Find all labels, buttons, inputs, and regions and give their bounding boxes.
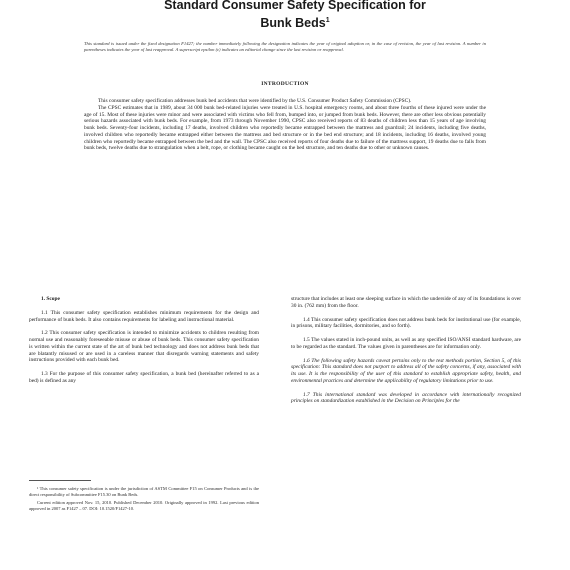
designation-note: This standard is issued under the fixed designation F1427; the number immediately following the designation indicates the year of original adoption or, in the case of revision, the year of last revision. A number in parentheses indicates the year of last reapproval. A superscript epsilon (ε) indicates an editorial change since the last revision or reapproval. <box>84 41 486 52</box>
section-heading-scope: 1. Scope <box>41 296 60 302</box>
right-column <box>291 296 521 412</box>
title-main: Bunk Beds <box>260 16 326 31</box>
introduction-body <box>84 98 486 152</box>
scope-paragraph: 1.7 This international standard was developed in accordance with internationally recognized principles on standardization established in the Decision on Principles for the <box>291 391 521 405</box>
intro-paragraph: The CPSC estimates that in 1989, about 34 000 bunk bed-related injuries were treated in U.S. hospital emergency rooms, and about three fourths of these injured were under the age of 15. Most of these injuries were minor and were associated with victims who fell from, bumped into, or jumped from bunk beds. However, there are other less obvious potentially serious hazards associated with bunk beds. For example, from 1973 through November 1990, CPSC also received reports of 83 deaths of children less than 15 years of age involving bunk beds. Seventy-four incidents, including 17 deaths, involved children who reportedly became entrapped between the mattress and guardrail; 24 incidents, including five deaths, involved children who reportedly became entrapped either between the mattress and bed structure or in the bed end structure; and 18 incidents, including 16 deaths, involved young children who reportedly became entrapped between the bed and the wall. The CPSC also received reports of four deaths due to failure of the mattress support, 19 deaths due to falls from bunk beds, twelve deaths due to strangulation when a belt, rope, or clothing became caught on the bed structure, and ten deaths due to other or unknown causes. <box>84 104 486 152</box>
introduction-heading: INTRODUCTION <box>261 81 309 87</box>
title-footnote-mark: 1 <box>325 17 330 24</box>
footnotes <box>29 486 259 514</box>
footnote: ¹ This consumer safety specification is under the jurisdiction of ASTM Committee F15 on Consumer Products and is the direct responsibility of Subcommittee F15.30 on Bunk Beds. <box>29 486 259 497</box>
title-line-2 <box>130 13 460 31</box>
footnote: Current edition approved Nov. 15, 2010. Published December 2010. Originally approved in 1992. Last previous edition approved in 2007 as F1427 – 07. DOI: 10.1520/F1427-10. <box>29 500 259 511</box>
footnote-divider <box>29 480 91 481</box>
title-line-1: Standard Consumer Safety Specification for <box>164 0 426 12</box>
scope-paragraph: 1.3 For the purpose of this consumer safety specification, a bunk bed (hereinafter referred to as a bed) is defined as any <box>29 371 259 384</box>
left-column <box>29 296 259 392</box>
scope-paragraph: 1.6 The following safety hazards caveat pertains only to the test methods portion, Section 5, of this specification: This standard does not purport to address all of the safety concerns, if any, associated with its use. It is the responsibility of the user of this standard to establish appropriate safety, health, and environmental practices and determine the applicability of regulatory limitations prior to use. <box>291 357 521 384</box>
scope-paragraph: structure that includes at least one sleeping surface in which the underside of any of its foundations is over 30 in. (762 mm) from the floor. <box>291 296 521 309</box>
intro-paragraph: This consumer safety specification addresses bunk bed accidents that were identified by the U.S. Consumer Product Safety Commission (CPSC). <box>98 98 412 104</box>
scope-paragraph: 1.2 This consumer safety specification is intended to minimize accidents to children resulting from normal use and reasonably foreseeable misuse or abuse of bunk beds. This consumer safety specification is written within the current state of the art of bunk bed technology and does not address bunk beds that are blatantly misused or are used in a careless manner that disregards warning statements and safety instructions provided with each bunk bed. <box>29 330 259 364</box>
scope-paragraph: 1.5 The values stated in inch-pound units, as well as any specified ISO/ANSI standard hardware, are to be regarded as the standard. The values given in parentheses are for information only. <box>291 337 521 350</box>
scope-paragraph: 1.4 This consumer safety specification does not address bunk beds for institutional use (for example, in prisons, military facilities, dormitories, and so forth). <box>291 316 521 330</box>
scope-paragraph: 1.1 This consumer safety specification establishes minimum requirements for the design and performance of bunk beds. It also contains requirements for labeling and instructional material. <box>29 309 259 323</box>
document-title <box>130 0 460 31</box>
